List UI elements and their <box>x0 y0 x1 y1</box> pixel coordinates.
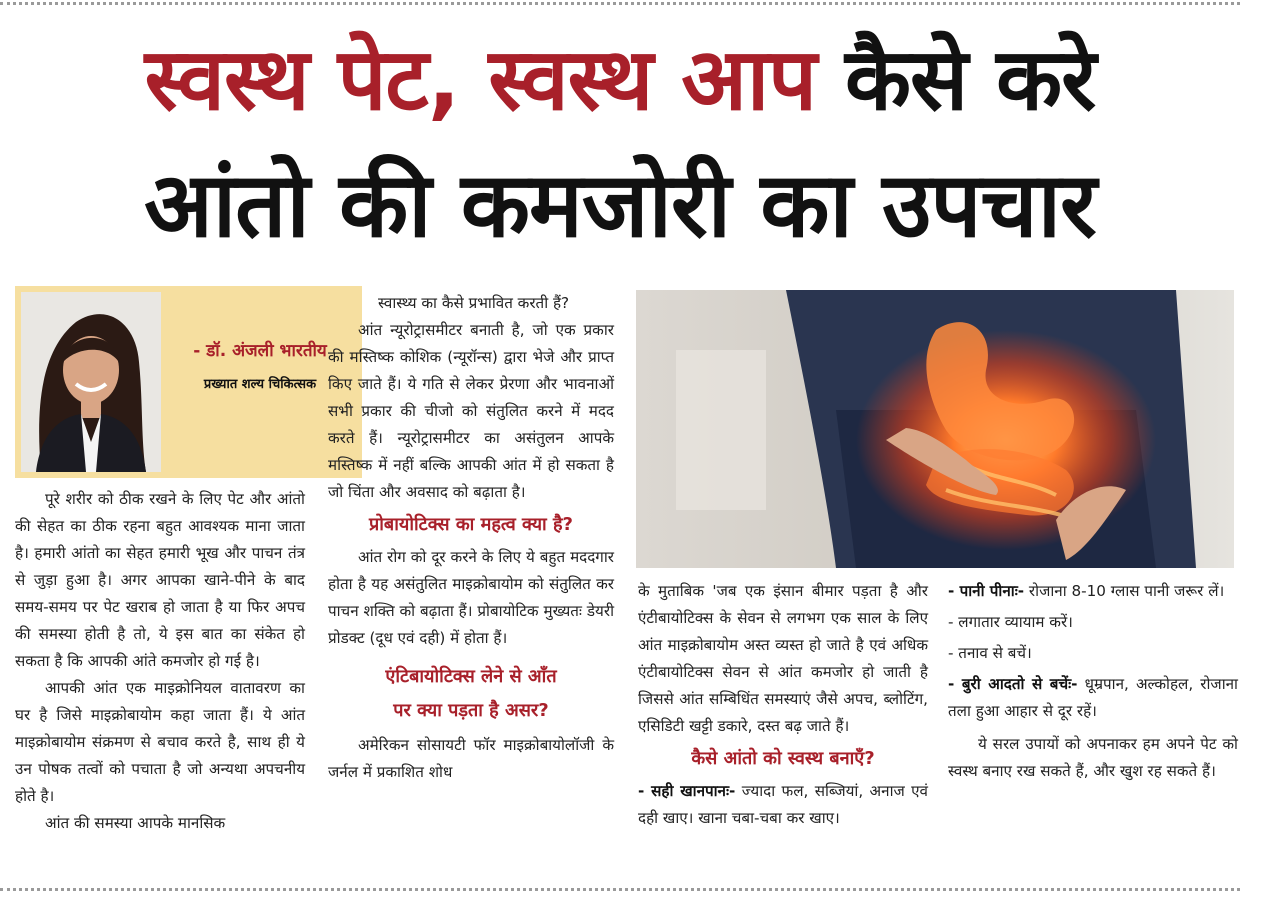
bullet-label: - सही खानपानः- <box>638 782 736 800</box>
stomach-illustration <box>636 290 1234 568</box>
bullet-stress: - तनाव से बचें। <box>948 644 1032 662</box>
bullet-label: - पानी पीनाः- <box>948 582 1025 600</box>
paragraph: पूरे शरीर को ठीक रखने के लिए पेट और आंतो की सेहत का ठीक रहना बहुत आवश्यक माना जाता है। हमारी आंतो का सेहत हमारी भूख और पाचन तंत्र से जुड़ा हुआ है। अगर आपका खाने-पीने के बाद समय-समय पर पेट खराब हो जाता है या फिर अपच की समस्या होती है तो, ये इस बात का संकेत हो सकता है कि आपकी आंते कमजोर हो गई है। <box>15 490 305 670</box>
bullet-label: - बुरी आदतो से बचेंः- <box>948 675 1078 693</box>
subheading-line: पर क्या पड़ता है असर? <box>393 700 549 721</box>
bottom-dotted-rule <box>0 888 1240 891</box>
headline-dark-part: कैसे करे <box>844 30 1096 130</box>
top-dotted-rule <box>0 2 1240 5</box>
paragraph: आंत रोग को दूर करने के लिए ये बहुत मददगार होता है यह असंतुलित माइक्रोबायोम को संतुलित कर पाचन शक्ति को बढ़ाता हैं। प्रोबायोटिक मुख्यतः डेयरी प्रोडक्ट (दूध एवं दही) में होता हैं। <box>328 548 614 647</box>
paragraph: के मुताबिक 'जब एक इंसान बीमार पड़ता है और एंटीबायोटिक्स के सेवन से लगभग एक साल के लिए आंत माइक्रोबायोम अस्त व्यस्त हो जाते है एवं अधिक एंटीबायोटिक्स सेवन से आंत कमजोर हो जाती है जिससे आंत सम्बिधिंत समस्याएं जैसे अपच, ब्लोटिंग, एसिडिटी खट्टी डकारे, दस्त बढ़ जाते हैं। <box>638 582 928 735</box>
bullet-text: रोजाना 8-10 ग्लास पानी जरूर लें। <box>1024 582 1225 600</box>
subheading-probiotics: प्रोबायोटिक्स का महत्व क्या है? <box>369 514 573 535</box>
bullet-habits <box>948 671 1238 725</box>
author-box <box>15 286 362 478</box>
bullet-text: धूम्रपान, अल्कोहल, रोजाना तला हुआ आहार से दूर रहें। <box>948 675 1238 720</box>
stomach-pain-photo <box>636 290 1234 568</box>
bullet-diet <box>638 778 928 832</box>
paragraph: आंत न्यूरोट्रासमीटर बनाती है, जो एक प्रकार की मस्तिष्क कोशिक (न्यूरॉन्स) द्वारा भेजे और प्राप्त किए जाते हैं। ये गति से लेकर प्रेरणा और भावनाओं सभी प्रकार की चीजो को संतुलित करने में मदद करते हैं। न्यूरोट्रासमीटर का असंतुलन आपके मस्तिष्क में नहीं बल्कि आपकी आंत में हो सकता है जो चिंता और अवसाद को बढ़ाता है। <box>328 321 614 501</box>
author-name: - डॉ. अंजली भारतीय <box>193 341 327 361</box>
bullet-water <box>948 578 1238 605</box>
headline-line-2: आंतो की कमजोरी का उपचार <box>144 153 1096 258</box>
column-2 <box>328 290 614 786</box>
subheading-line: एंटिबायोटिक्स लेने से आँत <box>385 666 557 687</box>
paragraph: स्वास्थ्य का कैसे प्रभावित करती हैं? <box>378 294 570 312</box>
headline-line-1 <box>0 30 1240 130</box>
bullet-exercise: - लगातार व्यायाम करें। <box>948 613 1073 631</box>
paragraph-conclusion: ये सरल उपायों को अपनाकर हम अपने पेट को स्वस्थ बनाए रख सकते हैं, और खुश रह सकते हैं। <box>948 735 1238 780</box>
paragraph: अमेरिकन सोसायटी फॉर माइक्रोबायोलॉजी के जर्नल में प्रकाशित शोध <box>328 736 614 781</box>
paragraph: आपकी आंत एक माइक्रोनियल वातावरण का घर है जिसे माइक्रोबायोम कहा जाता हैं। ये आंत माइक्रोबायोम संक्रमण से बचाव करते है, साथ ही ये उन पोषक तत्वों को पचाता है जो अन्यथा अपचनीय होते है। <box>15 679 305 805</box>
column-1 <box>15 486 305 837</box>
headline-red-part: स्वस्थ पेट, स्वस्थ आप <box>144 30 817 130</box>
subheading-antibiotics <box>328 660 614 728</box>
subheading-healthy-gut: कैसे आंतो को स्वस्थ बनाएँ? <box>691 748 875 769</box>
author-portrait-illustration <box>21 292 161 472</box>
bullet-text: ज्यादा फल, सब्जियां, अनाज एवं दही खाए। खाना चबा-चबा कर खाए। <box>638 782 928 827</box>
column-3 <box>638 578 928 832</box>
author-title: प्रख्यात शल्य चिकित्सक <box>203 377 317 392</box>
column-4 <box>948 578 1238 785</box>
paragraph: आंत की समस्या आपके मानसिक <box>45 814 226 832</box>
author-photo <box>21 292 161 472</box>
